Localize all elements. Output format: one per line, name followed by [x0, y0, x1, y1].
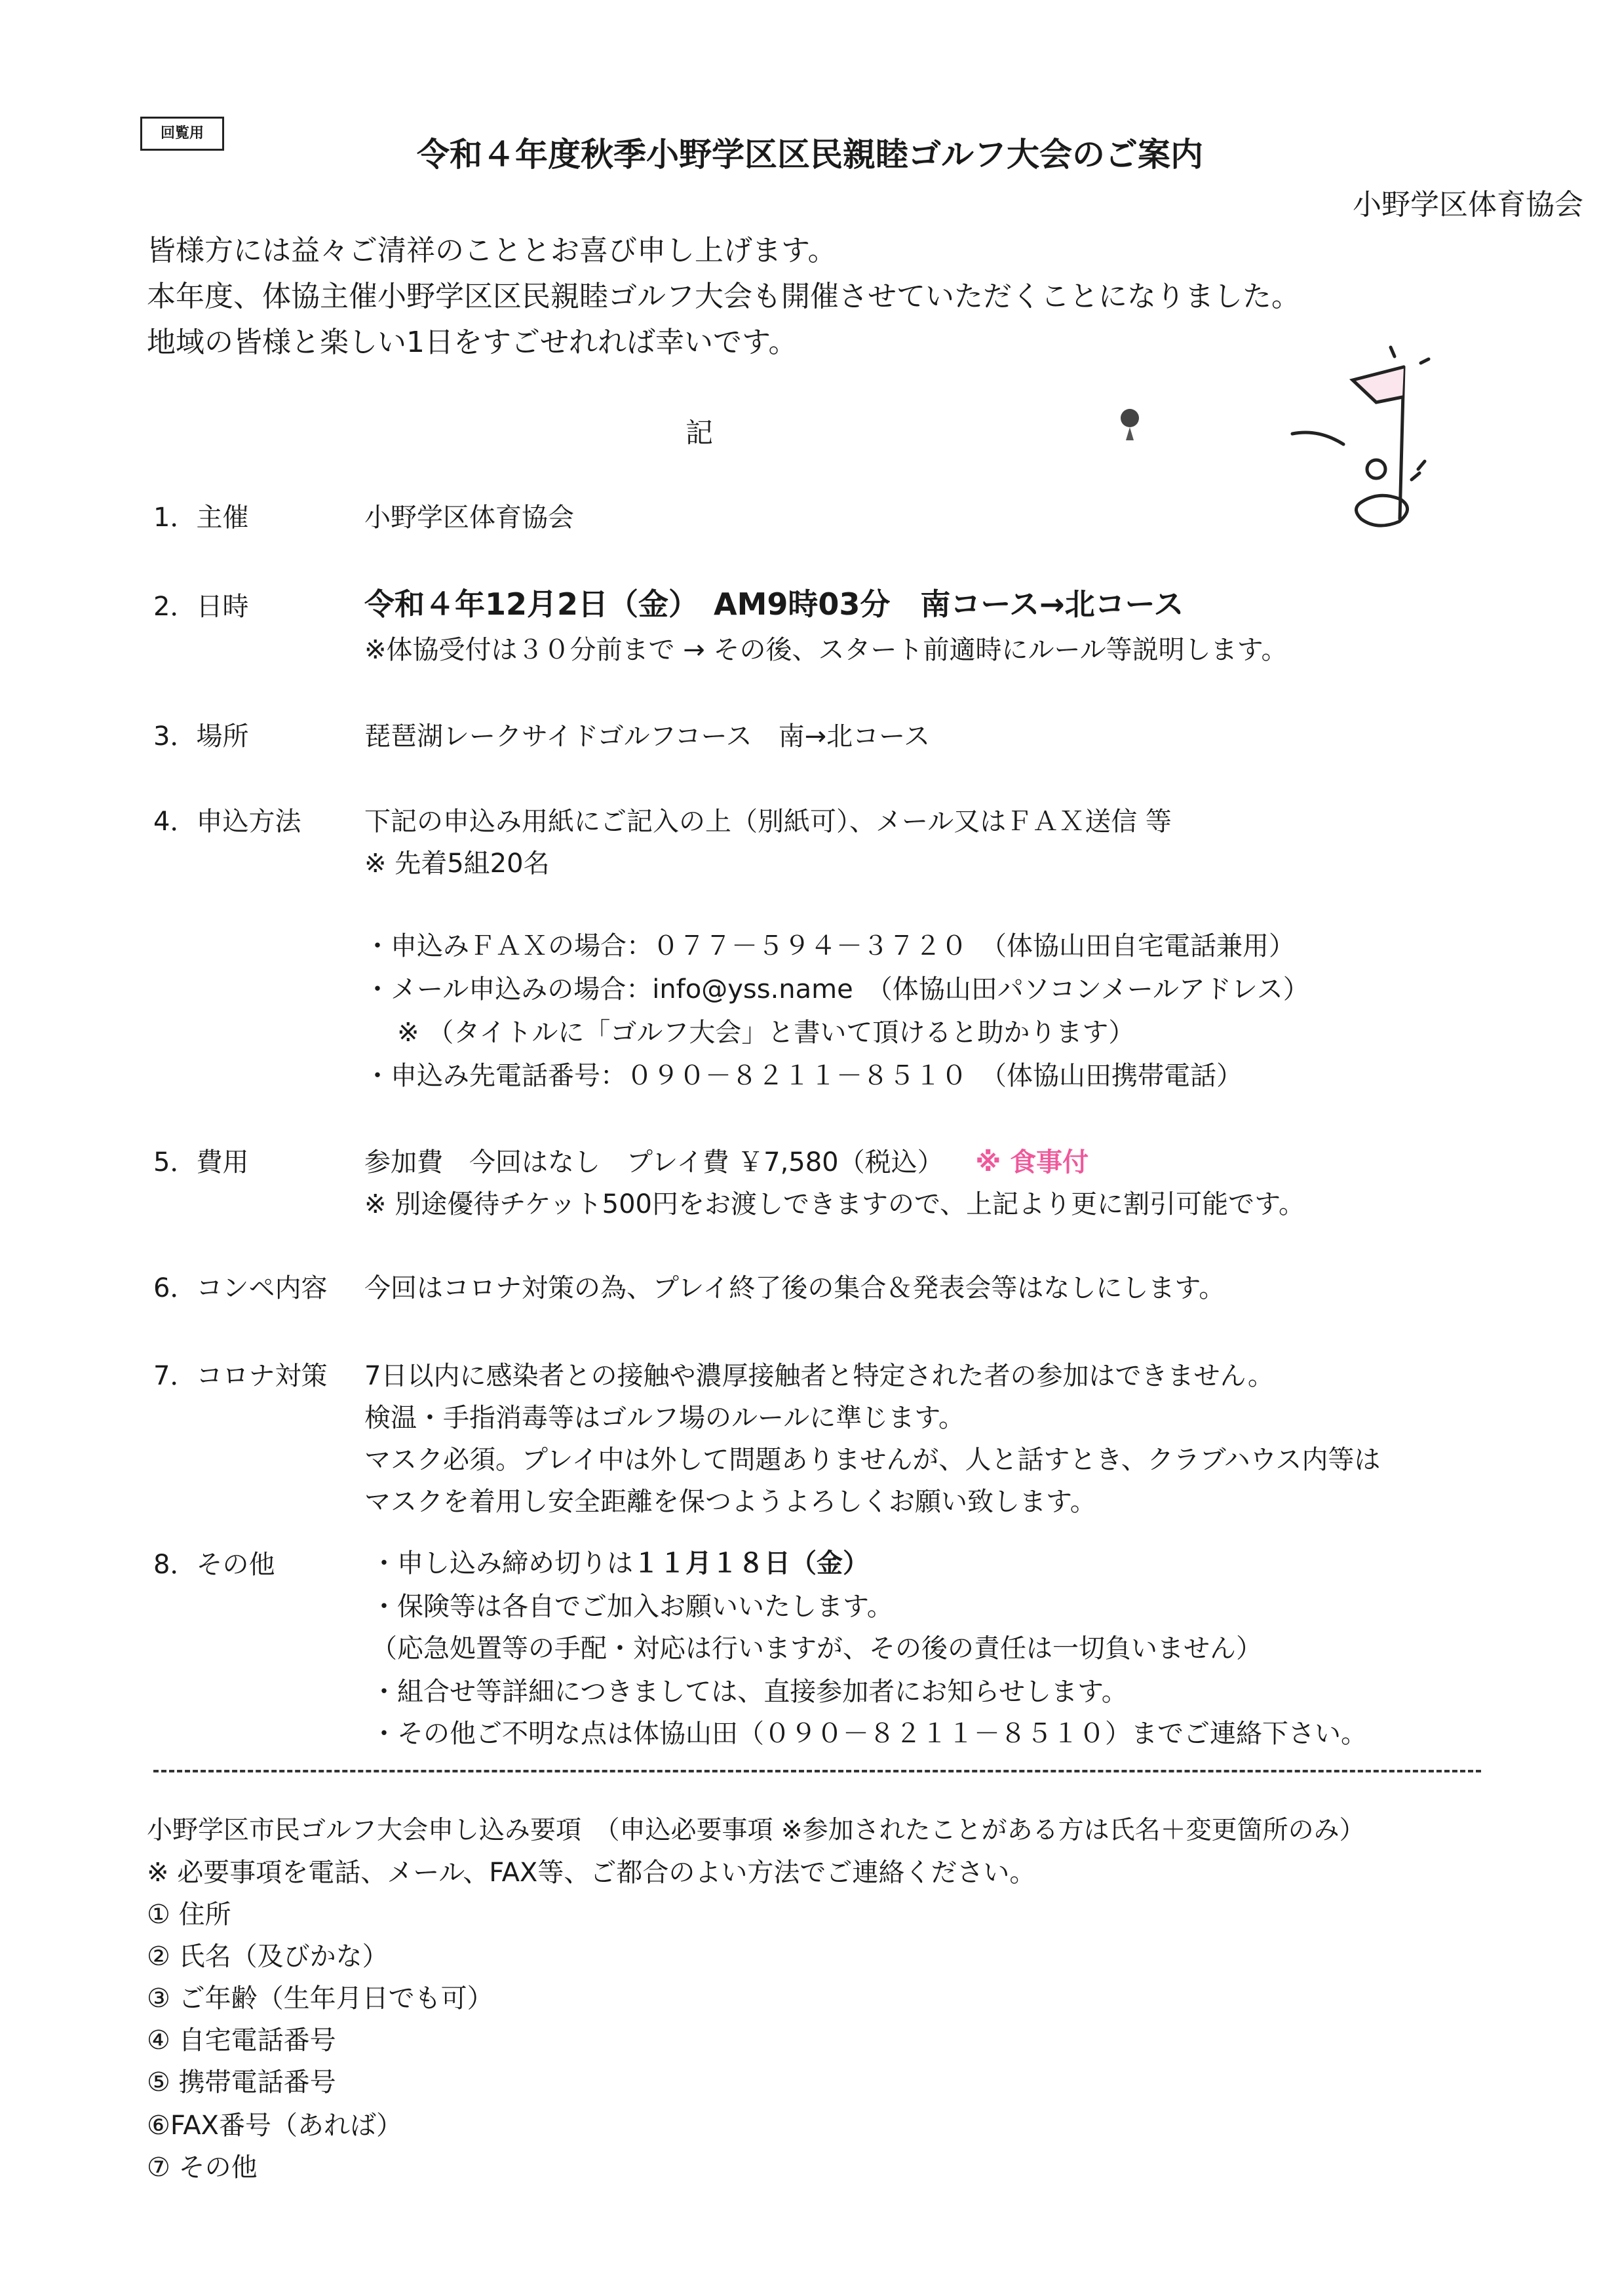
item-fee-note: ※ 別途優待チケット500円をお渡しできますので、上記より更に割引可能です。 — [364, 1189, 1305, 1219]
item-apply-line-2: ※ 先着5組20名 — [364, 849, 550, 879]
page-title: 令和４年度秋季小野学区区民親睦ゴルフ大会のご案内 — [417, 136, 1203, 174]
item-other-line-3: ・組合せ等詳細につきましては、直接参加者にお知らせします。 — [371, 1677, 1128, 1707]
item-covid-line-2: 検温・手指消毒等はゴルフ場のルールに準じます。 — [364, 1403, 965, 1433]
golf-ball-icon — [1121, 409, 1139, 440]
form-field-home-phone: ④ 自宅電話番号 — [147, 2025, 336, 2056]
form-field-other: ⑦ その他 — [147, 2152, 258, 2183]
item-content-value: 今回はコロナ対策の為、プレイ終了後の集合＆発表会等はなしにします。 — [364, 1273, 1225, 1303]
item-place-value: 琵琶湖レークサイドゴルフコース 南→北コース — [364, 721, 931, 752]
item-fee-label: 5．費用 — [153, 1147, 249, 1177]
intro-line-3: 地域の皆様と楽しい1日をすごせれれば幸いです。 — [147, 326, 798, 359]
item-other-line-2: （応急処置等の手配・対応は行いますが、その後の責任は一切負いません） — [371, 1634, 1262, 1664]
deadline-prefix: ・申し込み締め切りは — [371, 1548, 633, 1578]
item-apply-mail: ・メール申込みの場合：info@yss.name （体協山田パソコンメールアドレス） — [364, 974, 1309, 1004]
form-field-fax: ⑥FAX番号（あれば） — [147, 2111, 402, 2141]
item-other-line-1: ・保険等は各自でご加入お願いいたします。 — [371, 1592, 893, 1622]
item-apply-line-1: 下記の申込み用紙にご記入の上（別紙可）、メール又はＦＡＸ送信 等 — [364, 807, 1172, 837]
item-date-value: 令和４年12月2日（金） AM9時03分 南コース→北コース — [364, 586, 1184, 622]
item-fee-value — [364, 1141, 1089, 1179]
item-content-label: 6．コンペ内容 — [153, 1273, 328, 1303]
item-other-label: 8．その他 — [153, 1550, 275, 1580]
form-field-name: ② 氏名（及びかな） — [147, 1942, 389, 1972]
item-covid-label: 7．コロナ対策 — [153, 1361, 328, 1391]
item-date-label: 2．日時 — [153, 592, 249, 622]
item-covid-line-3: マスク必須。プレイ中は外して問題ありませんが、人と話すとき、クラブハウス内等は — [364, 1445, 1381, 1475]
item-fee-text: 参加費 今回はなし プレイ費 ￥7,580（税込） — [364, 1147, 944, 1177]
golf-illustration — [1094, 334, 1435, 531]
ki-heading: 記 — [685, 417, 714, 449]
item-apply-phone: ・申込み先電話番号：０９０－８２１１－８５１０ （体協山田携帯電話） — [364, 1061, 1243, 1091]
form-field-address: ① 住所 — [147, 1900, 231, 1930]
item-covid-line-4: マスクを着用し安全距離を保つようよろしくお願い致します。 — [364, 1487, 1096, 1517]
item-date-note: ※体協受付は３０分前まで → その後、スタート前適時にルール等説明します。 — [364, 635, 1288, 665]
item-other-deadline — [371, 1542, 869, 1580]
intro-line-1: 皆様方には益々ご清祥のこととお喜び申し上げます。 — [147, 234, 837, 267]
meal-included-badge: ※ 食事付 — [975, 1147, 1089, 1177]
form-field-mobile-phone: ⑤ 携帯電話番号 — [147, 2067, 336, 2097]
item-host-value: 小野学区体育協会 — [364, 503, 574, 533]
organizer-name: 小野学区体育協会 — [1353, 188, 1583, 221]
circulation-stamp: 回覧用 — [140, 117, 224, 151]
form-field-age: ③ ご年齢（生年月日でも可） — [147, 1983, 493, 2014]
item-apply-fax: ・申込みＦＡＸの場合：０７７－５９４－３７２０ （体協山田自宅電話兼用） — [364, 931, 1295, 961]
cut-line-divider — [153, 1770, 1481, 1772]
item-apply-label: 4．申込方法 — [153, 807, 301, 837]
item-other-line-4: ・その他ご不明な点は体協山田（０９０－８２１１－８５１０）までご連絡下さい。 — [371, 1719, 1367, 1749]
item-apply-mail-note: ※ （タイトルに「ゴルフ大会」と書いて頂けると助かります） — [397, 1018, 1135, 1048]
item-host-label: 1．主催 — [153, 503, 249, 533]
item-place-label: 3．場所 — [153, 721, 249, 752]
golf-flag-hole-icon — [1292, 347, 1429, 526]
deadline-date: １１月１８日（金） — [633, 1548, 869, 1578]
item-covid-line-1: 7日以内に感染者との接触や濃厚接触者と特定された者の参加はできません。 — [364, 1361, 1274, 1391]
form-heading: 小野学区市民ゴルフ大会申し込み要項 （申込必要事項 ※参加されたことがある方は氏名＋変更箇所のみ） — [147, 1816, 1365, 1845]
form-note: ※ 必要事項を電話、メール、FAX等、ご都合のよい方法でご連絡ください。 — [147, 1858, 1036, 1888]
intro-line-2: 本年度、体協主催小野学区区民親睦ゴルフ大会も開催させていただくことになりました。 — [147, 280, 1300, 313]
